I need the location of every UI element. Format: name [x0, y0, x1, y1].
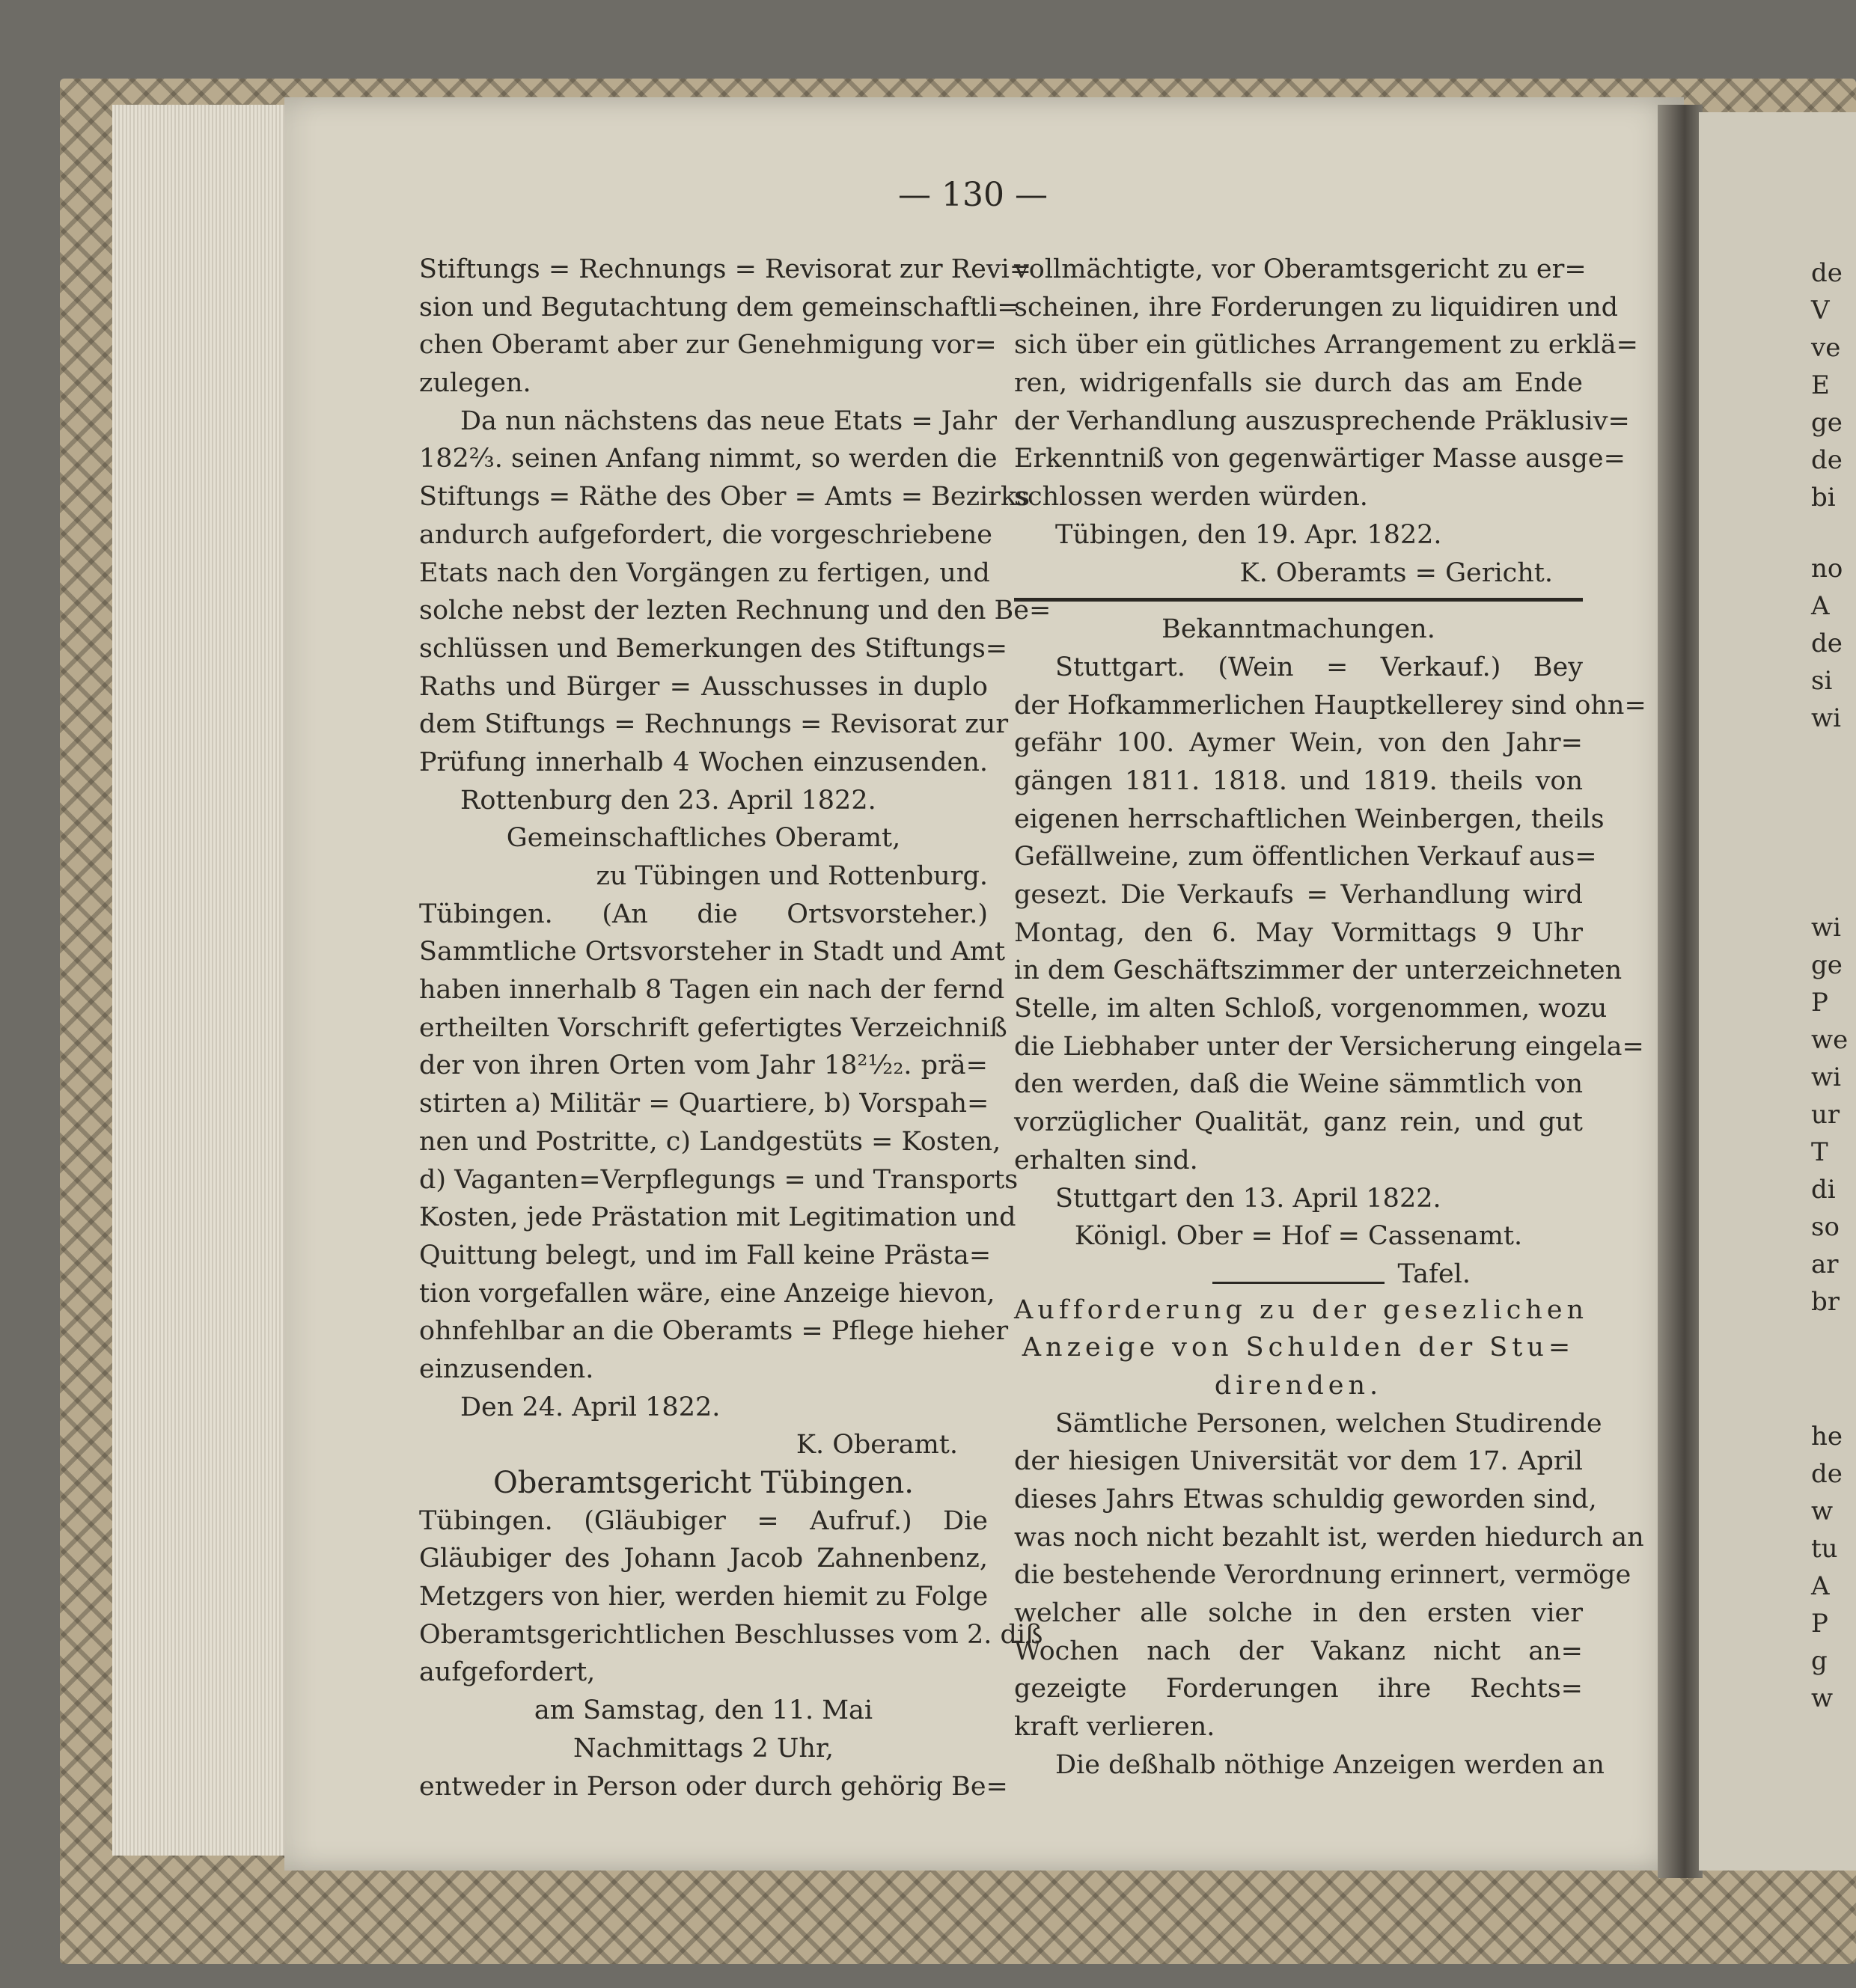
next-page-fragment: A	[1811, 1571, 1830, 1601]
text-line: Kosten, jede Prästation mit Legitimation und	[419, 1202, 1016, 1233]
text-line: Prüfung innerhalb 4 Wochen einzusenden.	[419, 747, 988, 777]
text-line: welcher alle solche in den ersten vier	[1014, 1598, 1583, 1629]
next-page-fragment: no	[1811, 554, 1843, 584]
next-page-fragment: V	[1811, 296, 1830, 325]
text-line: erhalten sind.	[1014, 1145, 1198, 1175]
next-page-fragment: de	[1811, 258, 1843, 288]
text-line: kraft verlieren.	[1014, 1712, 1215, 1743]
next-page-fragment: w	[1811, 1496, 1834, 1526]
text-line: schlüssen und Bemerkungen des Stiftungs=	[419, 633, 1008, 664]
next-page-fragment: wi	[1811, 913, 1841, 943]
notice-heading: Stuttgart. (Wein = Verkauf.) Bey	[1055, 652, 1583, 682]
text-line: die bestehende Verordnung erinnert, vermöge	[1014, 1560, 1631, 1591]
text-line: in dem Geschäftszimmer der unterzeichneten	[1014, 955, 1623, 986]
text-line: am Samstag, den 11. Mai	[534, 1695, 873, 1726]
text-line: vorzüglicher Qualität, ganz rein, und gut	[1014, 1107, 1583, 1138]
short-divider	[1212, 1282, 1385, 1291]
signature-line: Tafel.	[1397, 1258, 1471, 1289]
next-page-fragment: si	[1811, 666, 1833, 696]
signature-line: K. Oberamt.	[796, 1430, 958, 1461]
text-line: den werden, daß die Weine sämmtlich von	[1014, 1069, 1583, 1100]
text-line: Wochen nach der Vakanz nicht an=	[1014, 1636, 1583, 1666]
text-line: Quittung belegt, und im Fall keine Prästa=	[419, 1240, 992, 1270]
next-page-fragment: w	[1811, 1683, 1834, 1713]
next-page-fragment: tu	[1811, 1534, 1838, 1564]
text-line: Etats nach den Vorgängen zu fertigen, und	[419, 557, 990, 588]
next-page-fragment: ve	[1811, 333, 1841, 363]
next-page-fragment: ar	[1811, 1250, 1839, 1279]
next-page-fragment: de	[1811, 628, 1843, 658]
text-line: Gläubiger des Johann Jacob Zahnenbenz,	[419, 1544, 988, 1574]
notice-heading: direnden.	[1214, 1370, 1383, 1401]
text-line: der Hofkammerlichen Hauptkellerey sind ohn=	[1014, 690, 1646, 721]
text-line: nen und Postritte, c) Landgestüts = Kosten,	[419, 1126, 1001, 1157]
next-page-fragment: E	[1811, 370, 1830, 400]
section-heading: Bekanntmachungen.	[1161, 614, 1435, 645]
signature-line: zu Tübingen und Rottenburg.	[596, 861, 988, 891]
text-line: dieses Jahrs Etwas schuldig geworden sind,	[1014, 1484, 1597, 1514]
text-line: dem Stiftungs = Rechnungs = Revisorat zur	[419, 709, 1009, 740]
text-line: scheinen, ihre Forderungen zu liquidiren und	[1014, 292, 1619, 322]
next-page-fragment: wi	[1811, 703, 1841, 733]
text-line: Nachmittags 2 Uhr,	[573, 1733, 834, 1764]
notice-heading: Aufforderung zu der gesezlichen	[1014, 1294, 1589, 1325]
text-line: sich über ein gütliches Arrangement zu erklä=	[1014, 330, 1638, 361]
text-line: gefähr 100. Aymer Wein, von den Jahr=	[1014, 728, 1583, 759]
text-line: ohnfehlbar an die Oberamts = Pflege hieher	[419, 1316, 1009, 1347]
right-column	[1014, 251, 1646, 1784]
text-line: was noch nicht bezahlt ist, werden hiedurch an	[1014, 1522, 1644, 1553]
text-line: Stelle, im alten Schloß, vorgenommen, wozu	[1014, 994, 1608, 1024]
text-line: gezeigte Forderungen ihre Rechts=	[1014, 1674, 1583, 1704]
next-page-fragment: P	[1811, 988, 1828, 1018]
text-line: Die deßhalb nöthige Anzeigen werden an	[1055, 1749, 1605, 1780]
text-line: Oberamtsgerichtlichen Beschlusses vom 2. diß	[419, 1619, 1043, 1650]
text-line: der Verhandlung auszusprechende Präklusiv=	[1014, 406, 1630, 436]
text-line: gesezt. Die Verkaufs = Verhandlung wird	[1014, 880, 1583, 910]
notice-heading: Anzeige von Schulden der Stu=	[1022, 1333, 1575, 1363]
text-line: Metzgers von hier, werden hiemit zu Folge	[419, 1582, 989, 1612]
text-line: ertheilten Vorschrift gefertigtes Verzeichniß	[419, 1012, 1007, 1043]
dateline: Den 24. April 1822.	[460, 1392, 721, 1422]
text-line: gängen 1811. 1818. und 1819. theils von	[1014, 765, 1583, 796]
left-column	[419, 251, 1051, 1805]
next-page-fragment: P	[1811, 1609, 1828, 1639]
notice-heading: Tübingen. (An die Ortsvorsteher.)	[419, 899, 988, 929]
section-divider	[1014, 598, 1583, 611]
signature-line: Gemeinschaftliches Oberamt,	[506, 823, 901, 854]
text-line: Da nun nächstens das neue Etats = Jahr	[460, 406, 997, 436]
text-line: Gefällweine, zum öffentlichen Verkauf aus=	[1014, 842, 1597, 872]
text-line: 182⅔. seinen Anfang nimmt, so werden die	[419, 444, 998, 474]
text-line: der von ihren Orten vom Jahr 18²¹⁄₂₂. prä=	[419, 1050, 988, 1081]
next-page-fragment: g	[1811, 1646, 1828, 1676]
notice-heading: Tübingen. (Gläubiger = Aufruf.) Die	[419, 1505, 988, 1536]
text-line: schlossen werden würden.	[1014, 482, 1368, 513]
next-page-fragment: ge	[1811, 408, 1843, 438]
text-line: die Liebhaber unter der Versicherung eingela=	[1014, 1031, 1644, 1062]
next-page-fragment: wi	[1811, 1062, 1841, 1092]
next-page-fragment: T	[1811, 1137, 1828, 1167]
text-line: Sammtliche Ortsvorsteher in Stadt und Amt	[419, 937, 1006, 967]
text-line: zulegen.	[419, 368, 531, 399]
next-page-fragment: he	[1811, 1422, 1843, 1452]
next-page-fragment: we	[1811, 1025, 1849, 1055]
text-line: der hiesigen Universität vor dem 17. April	[1014, 1446, 1583, 1477]
text-line: vollmächtigte, vor Oberamtsgericht zu er=	[1014, 254, 1587, 284]
text-line: sion und Begutachtung dem gemeinschaftli=	[419, 292, 1019, 322]
next-page-fragment: br	[1811, 1287, 1840, 1317]
text-line: aufgefordert,	[419, 1657, 596, 1688]
next-page-fragment: ge	[1811, 950, 1843, 980]
dateline: Tübingen, den 19. Apr. 1822.	[1055, 519, 1442, 550]
next-page	[1699, 112, 1856, 1871]
text-line: Raths und Bürger = Ausschusses in duplo	[419, 671, 988, 702]
book-gutter	[1658, 105, 1703, 1878]
text-line: entweder in Person oder durch gehörig Be=	[419, 1771, 1008, 1802]
text-line: ren, widrigenfalls sie durch das am Ende	[1014, 368, 1583, 399]
text-line: stirten a) Militär = Quartiere, b) Vorspah=	[419, 1089, 989, 1119]
text-line: solche nebst der lezten Rechnung und den Be=	[419, 596, 1051, 626]
signature-line: Königl. Ober = Hof = Cassenamt.	[1074, 1221, 1523, 1252]
text-line: tion vorgefallen wäre, eine Anzeige hievon,	[419, 1278, 995, 1309]
next-page-fragment: di	[1811, 1175, 1836, 1205]
next-page-fragment: de	[1811, 1459, 1843, 1489]
next-page-fragment: A	[1811, 591, 1830, 621]
dateline: Stuttgart den 13. April 1822.	[1055, 1183, 1441, 1214]
next-page-fragment: bi	[1811, 483, 1836, 513]
text-line: Montag, den 6. May Vormittags 9 Uhr	[1014, 917, 1583, 948]
text-line: Erkenntniß von gegenwärtiger Masse ausge=	[1014, 444, 1625, 474]
page-number: — 130 —	[898, 176, 1048, 214]
text-line: chen Oberamt aber zur Genehmigung vor=	[419, 330, 997, 361]
text-line: eigenen herrschaftlichen Weinbergen, theils	[1014, 804, 1605, 834]
text-line: haben innerhalb 8 Tagen ein nach der fernd	[419, 975, 1005, 1006]
next-page-fragment: de	[1811, 445, 1843, 475]
text-line: d) Vaganten=Verpflegungs = und Transports	[419, 1164, 1019, 1195]
text-line: andurch aufgefordert, die vorgeschriebene	[419, 519, 993, 550]
dateline: Rottenburg den 23. April 1822.	[460, 785, 876, 816]
text-line: Stiftungs = Rechnungs = Revisorat zur Revi=	[419, 254, 1032, 284]
next-page-fragment: so	[1811, 1212, 1840, 1242]
text-line: einzusenden.	[419, 1354, 594, 1384]
section-heading: Oberamtsgericht Tübingen.	[492, 1466, 915, 1500]
text-line: Sämtliche Personen, welchen Studirende	[1055, 1408, 1602, 1439]
signature-line: K. Oberamts = Gericht.	[1239, 557, 1553, 588]
text-line: Stiftungs = Räthe des Ober = Amts = Bezirks	[419, 482, 1031, 513]
next-page-fragment: ur	[1811, 1100, 1840, 1130]
